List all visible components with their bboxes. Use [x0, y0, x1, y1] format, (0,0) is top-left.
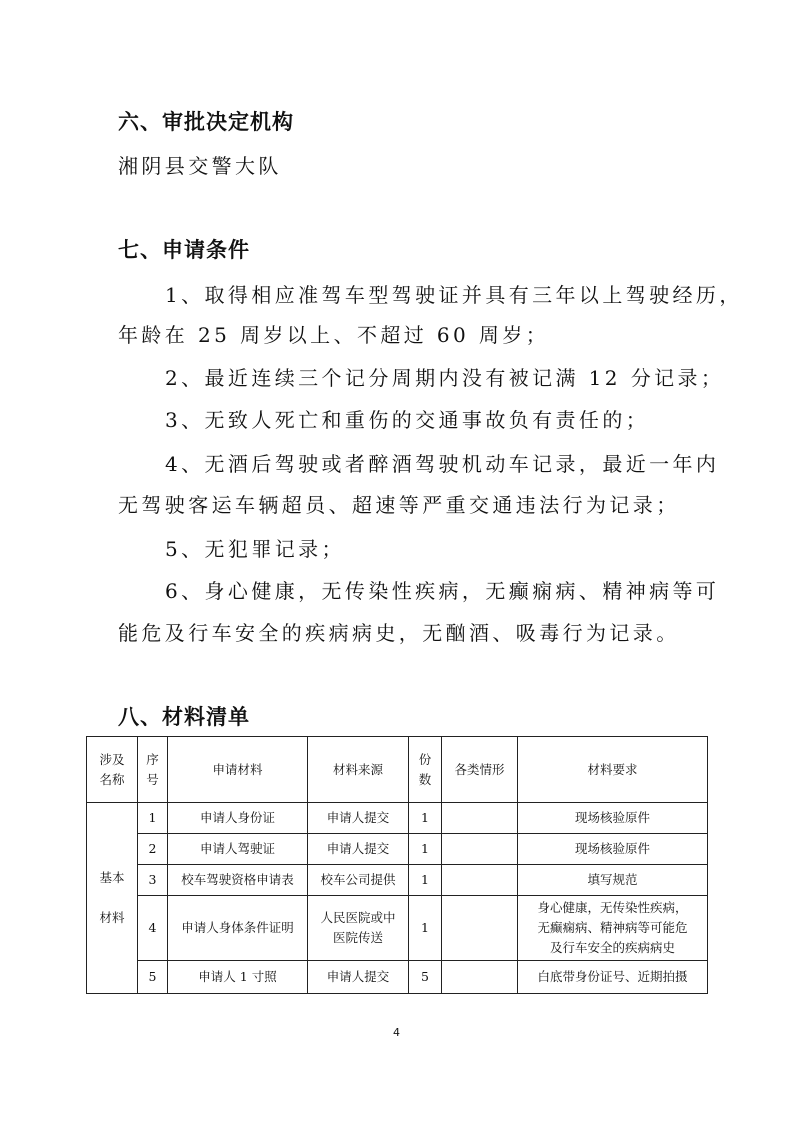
section6-title: 六、审批决定机构	[118, 110, 294, 134]
row-source: 申请人提交	[308, 803, 409, 834]
row-material: 申请人身份证	[168, 803, 308, 834]
row-seq: 1	[138, 803, 168, 834]
header-source: 材料来源	[308, 737, 409, 803]
table-row	[87, 803, 708, 834]
category-cell: 基本 材料	[87, 803, 138, 994]
section6-body: 湘阴县交警大队	[118, 154, 282, 178]
row-material: 校车驾驶资格申请表	[168, 865, 308, 896]
row-requirement: 现场核验原件	[518, 834, 708, 865]
condition-5: 5、无犯罪记录；	[165, 537, 345, 561]
condition-6-line1: 6、身心健康，无传染性疾病，无癫痫病、精神病等可	[165, 579, 720, 603]
row-source: 申请人提交	[308, 834, 409, 865]
row-seq: 5	[138, 961, 168, 994]
row-seq: 3	[138, 865, 168, 896]
row-situation	[442, 896, 518, 961]
condition-2: 2、最近连续三个记分周期内没有被记满 12 分记录；	[165, 366, 725, 390]
page-number: 4	[393, 1026, 400, 1039]
condition-1-line2: 年龄在 25 周岁以上、不超过 60 周岁；	[118, 323, 550, 347]
table-header-row	[87, 737, 708, 803]
row-requirement: 身心健康，无传染性疾病， 无癫痫病、精神病等可能危 及行车安全的疾病病史	[518, 896, 708, 961]
table-row	[87, 896, 708, 961]
row-source: 校车公司提供	[308, 865, 409, 896]
row-seq: 4	[138, 896, 168, 961]
row-situation	[442, 834, 518, 865]
materials-table	[86, 736, 708, 994]
condition-1-line1: 1、取得相应准驾车型驾驶证并具有三年以上驾驶经历，	[165, 283, 743, 307]
table-row	[87, 865, 708, 896]
row-situation	[442, 803, 518, 834]
table-row	[87, 961, 708, 994]
row-situation	[442, 961, 518, 994]
row-situation	[442, 865, 518, 896]
section7-title: 七、申请条件	[118, 238, 250, 262]
row-requirement: 填写规范	[518, 865, 708, 896]
row-source: 申请人提交	[308, 961, 409, 994]
section8-title: 八、材料清单	[118, 705, 250, 729]
condition-4-line2: 无驾驶客运车辆超员、超速等严重交通违法行为记录；	[118, 493, 680, 517]
row-seq: 2	[138, 834, 168, 865]
row-source: 人民医院或中 医院传送	[308, 896, 409, 961]
condition-6-line2: 能危及行车安全的疾病病史，无酗酒、吸毒行为记录。	[118, 621, 680, 645]
row-material: 申请人身体条件证明	[168, 896, 308, 961]
header-category: 涉及 名称	[87, 737, 138, 803]
condition-3: 3、无致人死亡和重伤的交通事故负有责任的；	[165, 408, 650, 432]
row-requirement: 白底带身份证号、近期拍摄	[518, 961, 708, 994]
row-material: 申请人 1 寸照	[168, 961, 308, 994]
header-requirement: 材料要求	[518, 737, 708, 803]
row-copies: 1	[409, 896, 442, 961]
condition-4-line1: 4、无酒后驾驶或者醉酒驾驶机动车记录，最近一年内	[165, 452, 720, 476]
header-seq: 序 号	[138, 737, 168, 803]
header-situation: 各类情形	[442, 737, 518, 803]
row-material: 申请人驾驶证	[168, 834, 308, 865]
row-copies: 1	[409, 803, 442, 834]
row-copies: 1	[409, 834, 442, 865]
row-copies: 1	[409, 865, 442, 896]
header-copies: 份 数	[409, 737, 442, 803]
row-copies: 5	[409, 961, 442, 994]
header-material: 申请材料	[168, 737, 308, 803]
table-row	[87, 834, 708, 865]
row-requirement: 现场核验原件	[518, 803, 708, 834]
